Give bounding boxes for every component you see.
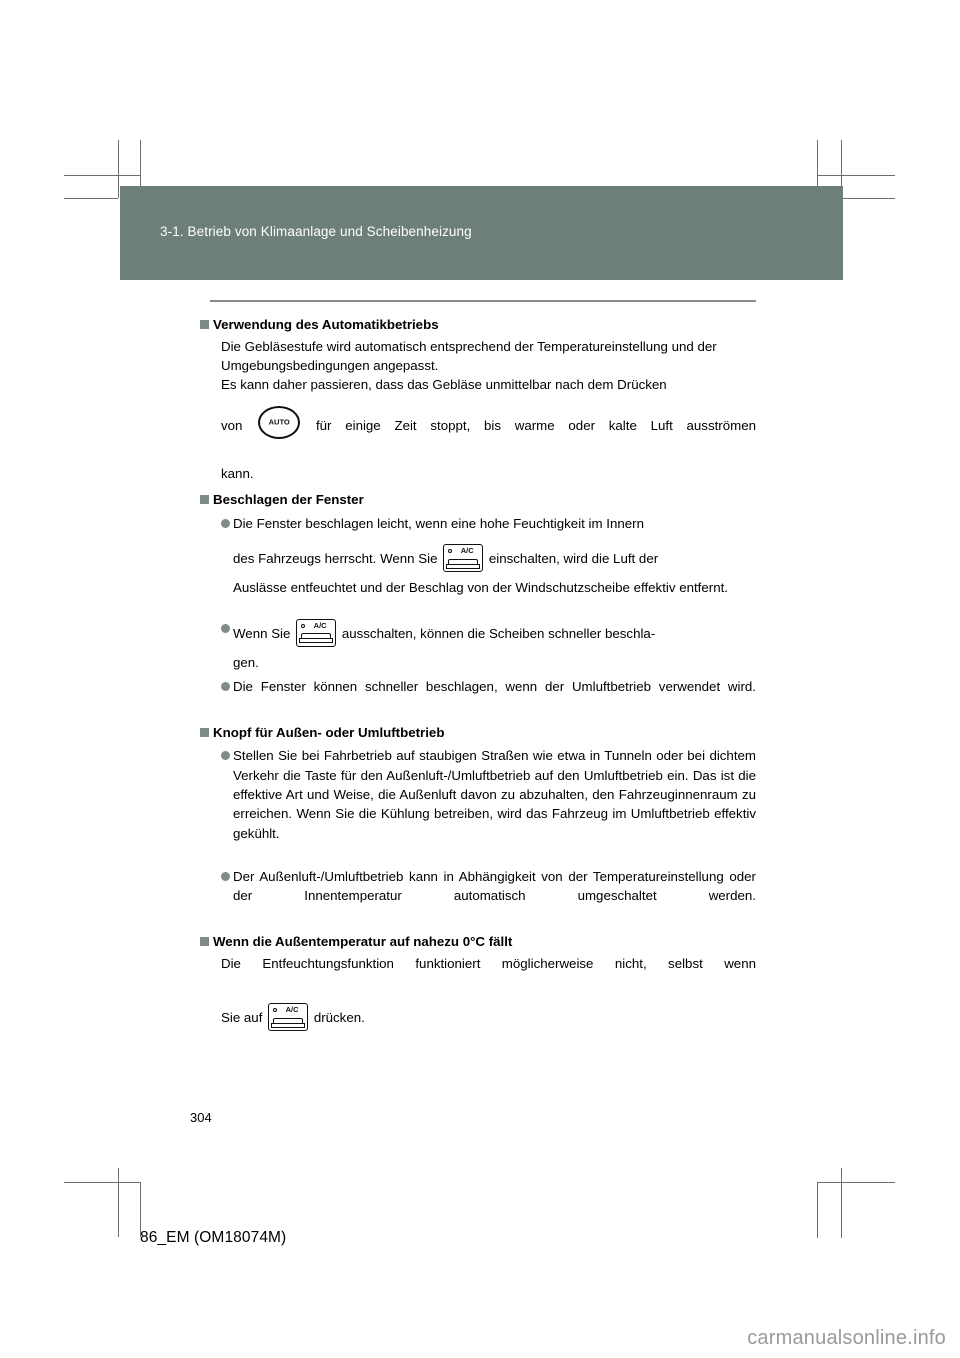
paragraph-automatik-3-pre: von bbox=[221, 417, 243, 433]
spacer bbox=[233, 533, 756, 544]
paragraph-aussentemperatur-2 bbox=[221, 1003, 756, 1031]
crop-mark-bottom-right-h bbox=[817, 1182, 895, 1183]
crop-mark-top-left-h-inner bbox=[64, 198, 118, 199]
paragraph-automatik-1: Die Gebläsestufe wird automatisch entsprechend der Temperatureinstellung und der Umgebungsbedingungen angepasst. bbox=[221, 338, 717, 374]
paragraph-automatik-3-post: für einige Zeit stoppt, bis warme oder kalte Luft ausströmen bbox=[315, 417, 756, 433]
ac-button-icon bbox=[268, 1003, 308, 1031]
crop-mark-top-right-inner bbox=[817, 140, 818, 186]
list-item-body: Stellen Sie bei Fahrbetrieb auf staubigen Straßen wie etwa in Tunneln oder bei dichtem Verkehr die Taste für den Außenluft-/Umluftbetrieb auf den Umluftbetrieb ein. Das ist die effektive Art und Weise, die Außenluft davon zu abzuhalten, den Fahrzeuginnenraum zu erreichen. Wenn Sie die Kühlung betreiben, wird das Fahrzeug im Umluftbetrieb effektiv gekühlt. bbox=[233, 748, 756, 841]
square-bullet-icon bbox=[200, 728, 209, 737]
crop-mark-top-left-inner bbox=[140, 140, 141, 186]
auto-button-icon bbox=[258, 406, 300, 439]
round-bullet-icon bbox=[221, 682, 230, 691]
site-watermark: carmanualsonline.info bbox=[747, 1327, 946, 1349]
list-item-beschlagen-1 bbox=[221, 514, 756, 598]
crop-mark-top-left-h-outer bbox=[64, 175, 140, 176]
paragraph-automatik-2: Es kann daher passieren, dass das Gebläse unmittelbar nach dem Drücken bbox=[221, 377, 667, 393]
document-id-footer: 86_EM (OM18074M) bbox=[140, 1229, 287, 1246]
crop-mark-top-right-h-inner bbox=[841, 198, 895, 199]
square-bullet-icon bbox=[200, 495, 209, 504]
list-item-line-a-pre: Wenn Sie bbox=[233, 625, 291, 641]
list-item-line-a-post: ausschalten, können die Scheiben schneller beschla- bbox=[341, 625, 656, 641]
page-content bbox=[210, 300, 756, 1031]
crop-mark-bottom-left-h bbox=[64, 1182, 140, 1183]
list-item-body: Die Fenster können schneller beschlagen, wenn der Umluftbetrieb verwendet wird. bbox=[233, 679, 756, 694]
round-bullet-icon bbox=[221, 872, 230, 881]
section-heading-label: Wenn die Außentemperatur auf nahezu 0°C fällt bbox=[213, 933, 513, 949]
paragraph-aussentemperatur-1: Die Entfeuchtungsfunktion funktioniert möglicherweise nicht, selbst wenn bbox=[221, 955, 756, 971]
section-heading-automatikbetrieb bbox=[200, 316, 756, 334]
chapter-header-band bbox=[120, 186, 843, 280]
ac-button-base bbox=[299, 638, 333, 643]
paragraph-automatik-3 bbox=[221, 406, 756, 458]
list-item-body bbox=[233, 514, 756, 598]
crop-mark-bottom-right-outer bbox=[841, 1168, 842, 1238]
content-top-divider bbox=[210, 300, 756, 302]
ac-button-icon bbox=[443, 544, 483, 572]
list-item-line-c: Auslässe entfeuchtet und der Beschlag von der Windschutzscheibe effektiv entfernt. bbox=[233, 580, 728, 596]
section-heading-beschlagen bbox=[200, 491, 756, 509]
list-item-body: Der Außenluft-/Umluftbetrieb kann in Abhängigkeit von der Temperatureinstellung oder der Innentemperatur automatisch umgeschaltet werden. bbox=[233, 869, 756, 904]
page-number: 304 bbox=[190, 1110, 212, 1125]
round-bullet-icon bbox=[221, 751, 230, 760]
square-bullet-icon bbox=[200, 320, 209, 329]
ac-button-base bbox=[271, 1023, 305, 1028]
section-heading-label: Verwendung des Automatikbetriebs bbox=[213, 317, 439, 332]
ac-button-base bbox=[446, 564, 480, 569]
list-item-beschlagen-2 bbox=[221, 619, 756, 672]
auto-button-label: AUTO bbox=[268, 417, 290, 427]
round-bullet-icon bbox=[221, 519, 230, 528]
section-heading-aussentemperatur bbox=[200, 933, 756, 951]
paragraph-automatik-4: kann. bbox=[221, 466, 254, 481]
list-item-line-b-pre: des Fahrzeugs herrscht. Wenn Sie bbox=[233, 551, 438, 567]
list-item-line-a: Die Fenster beschlagen leicht, wenn eine hohe Feuchtigkeit im Innern bbox=[233, 516, 644, 532]
ac-indicator-led-icon bbox=[301, 624, 305, 628]
ac-button-label: A/C bbox=[313, 620, 327, 630]
list-item-umluft-2 bbox=[221, 867, 756, 925]
list-item-line-a bbox=[233, 619, 756, 647]
section-heading-label: Knopf für Außen- oder Umluftbetrieb bbox=[213, 724, 445, 740]
crop-mark-top-right-h-outer bbox=[817, 175, 895, 176]
paragraph-aussentemperatur-2-pre: Sie auf bbox=[221, 1010, 263, 1026]
list-item-beschlagen-3 bbox=[221, 677, 756, 716]
paragraph-aussentemperatur-2-post: drücken. bbox=[313, 1010, 365, 1026]
section-heading-label: Beschlagen der Fenster bbox=[213, 492, 364, 508]
crop-mark-top-left-outer bbox=[118, 140, 119, 198]
list-item-line-b bbox=[233, 544, 756, 572]
spacer bbox=[210, 395, 756, 406]
list-item-body bbox=[233, 619, 756, 672]
crop-mark-bottom-right-inner bbox=[817, 1182, 818, 1238]
spacer bbox=[210, 992, 756, 1003]
ac-button-label: A/C bbox=[285, 1005, 299, 1015]
crop-mark-bottom-left-outer bbox=[118, 1168, 119, 1237]
ac-button-icon bbox=[296, 619, 336, 647]
list-item-line-b-post: einschalten, wird die Luft der bbox=[488, 551, 659, 567]
list-item-line-b: gen. bbox=[233, 654, 259, 670]
section-heading-umluftbetrieb bbox=[200, 724, 756, 742]
chapter-header-title: 3-1. Betrieb von Klimaanlage und Scheibenheizung bbox=[160, 224, 472, 239]
square-bullet-icon bbox=[200, 937, 209, 946]
ac-button-label: A/C bbox=[460, 546, 474, 556]
spacer bbox=[210, 598, 756, 614]
list-item-umluft-1 bbox=[221, 746, 756, 862]
round-bullet-icon bbox=[221, 624, 230, 633]
